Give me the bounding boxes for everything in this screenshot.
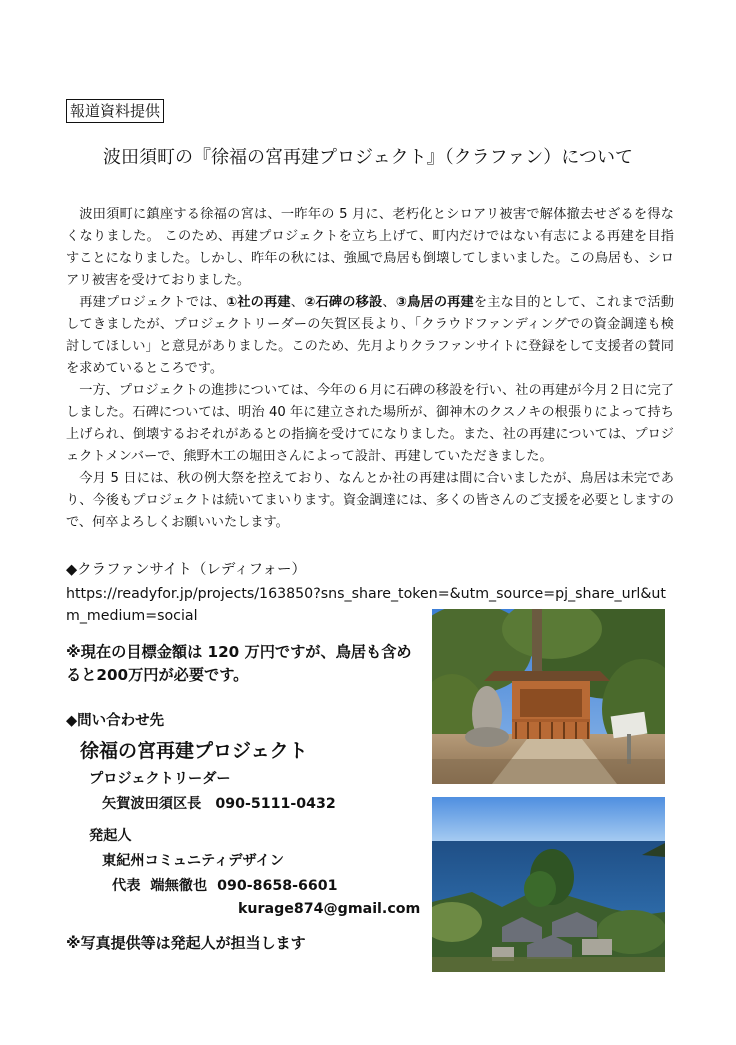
crowdfunding-heading: ◆クラファンサイト（レディフォー） <box>66 562 306 578</box>
organization-name: 東紀州コミュニティデザイン <box>102 853 285 869</box>
leader-name: 矢賀波田須区長 <box>102 796 202 812</box>
goal-monument-relocation: ②石碑の移設 <box>304 295 383 310</box>
representative-title: 代表 <box>112 878 141 894</box>
goal-torii-rebuild: ③鳥居の再建 <box>395 295 474 310</box>
coast-photo-icon <box>432 797 665 972</box>
paragraph-2 <box>66 292 674 380</box>
goal-separator: 、 <box>290 295 305 310</box>
shrine-photo-icon <box>432 609 665 784</box>
press-release-tag: 報道資料提供 <box>66 99 164 123</box>
crowdfunding-url[interactable]: https://readyfor.jp/projects/163850?sns_share_token=&utm_source=pj_share_url&utm_medium=social <box>66 586 666 624</box>
leader-role: プロジェクトリーダー <box>89 771 231 787</box>
photo-credit-note: ※写真提供等は発起人が担当します <box>66 934 306 952</box>
founder-role: 発起人 <box>89 828 132 844</box>
paragraph-2-intro: 再建プロジェクトでは、 <box>79 295 226 310</box>
shrine-photo <box>432 609 665 784</box>
leader-phone[interactable]: 090-5111-0432 <box>215 796 336 812</box>
paragraph-3: 一方、プロジェクトの進捗については、今年の６月に石碑の移設を行い、社の再建が今月２日に完了しました。石碑については、明治 40 年に建立された場所が、御神木のクスノキの根張りによって持ち上げられ、倒壊するおそれがあるとの指摘を受けてになりました。また、社の再建については、プロジェクトメンバーで、熊野木工の堀田さんによって設計、再建していただきました。 <box>66 383 674 464</box>
project-name: 徐福の宮再建プロジェクト <box>80 740 308 762</box>
representative-name: 端無徹也 <box>150 878 208 894</box>
goal-separator: 、 <box>382 295 396 310</box>
coast-photo <box>432 797 665 972</box>
paragraph-2-rest: を主な目的として、これまで活動してきましたが、プロジェクトリーダーの矢賀区長より、「クラウドファンディングでの資金調達も検討してほしい」と意見がありました。このため、先月よりクラファンサイトに登録をして支援者の賛同を求めているところです。 <box>66 295 674 376</box>
body-text <box>66 204 674 534</box>
leader-contact <box>102 793 336 815</box>
representative-contact <box>112 875 338 897</box>
paragraph-1: 波田須町に鎮座する徐福の宮は、一昨年の 5 月に、老朽化とシロアリ被害で解体撤去せざるを得なくなりました。 このため、再建プロジェクトを立ち上げて、町内だけではない有志による再建を目指すことになりました。しかし、昨年の秋には、強風で鳥居も倒壊してしまいました。この鳥居も、シロアリ被害を受けておりました。 <box>66 207 674 288</box>
representative-phone[interactable]: 090-8658-6601 <box>217 878 338 894</box>
goal-shrine-rebuild: ①社の再建 <box>225 295 291 310</box>
goal-amount-note: ※現在の目標金額は 120 万円ですが、鳥居も含めると200万円が必要です。 <box>66 643 412 684</box>
contact-email[interactable]: kurage874@gmail.com <box>238 901 421 917</box>
contact-heading: ◆問い合わせ先 <box>66 713 165 729</box>
paragraph-4: 今月 5 日には、秋の例大祭を控えており、なんとか社の再建は間に合いましたが、鳥居は未完であり、今後もプロジェクトは続いてまいります。資金調達には、多くの皆さんのご支援を必要としますので、何卒よろしくお願いいたします。 <box>66 471 674 530</box>
document-title: 波田須町の『徐福の宮再建プロジェクト』（クラファン）について <box>103 147 633 168</box>
